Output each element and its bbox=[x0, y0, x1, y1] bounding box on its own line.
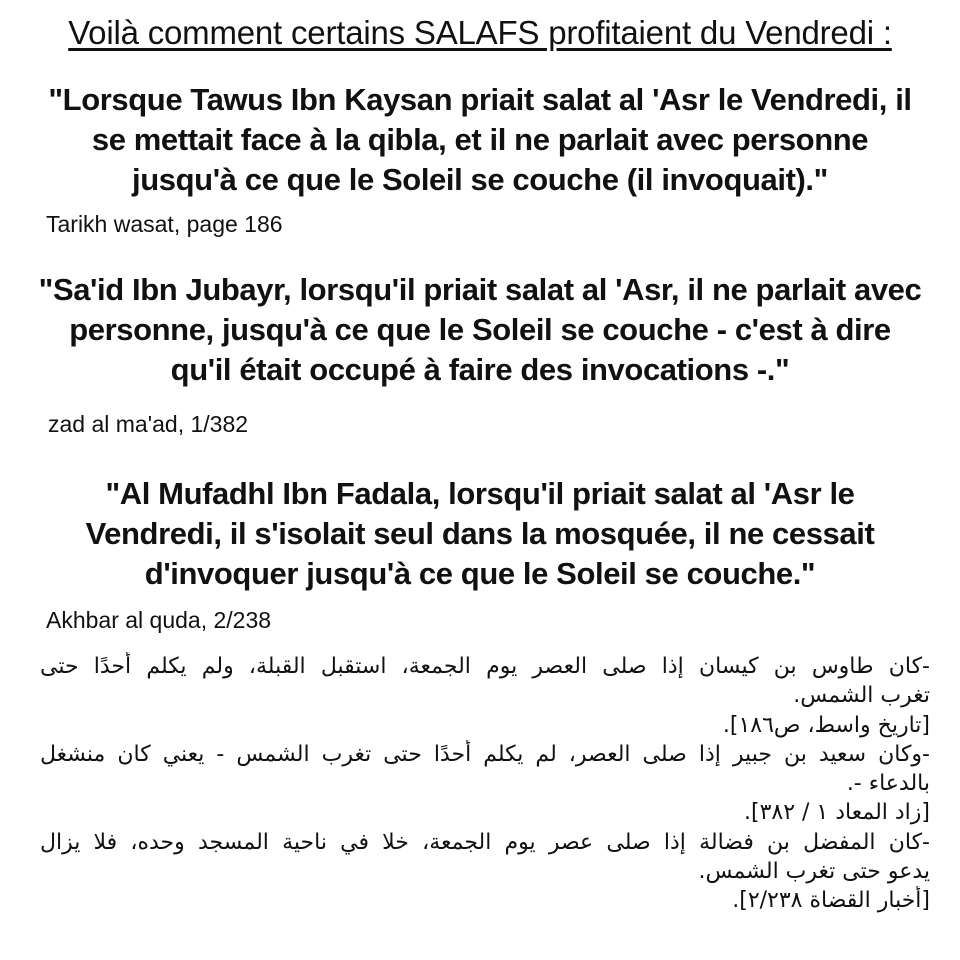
arabic-line: بالدعاء -. bbox=[846, 771, 930, 797]
page-title: Voilà comment certains SALAFS profitaient du Vendredi : bbox=[68, 14, 892, 51]
quote-line: personne, jusqu'à ce que le Soleil se couche - c'est à dire bbox=[69, 312, 891, 347]
arabic-line: -كان المفضل بن فضالة إذا صلى عصر يوم الجمعة، خلا في ناحية المسجد وحده، فلا يزال bbox=[40, 829, 930, 855]
arabic-citation: [تاريخ واسط، ص١٨٦]. bbox=[722, 712, 930, 738]
arabic-line: تغرب الشمس. bbox=[793, 683, 930, 709]
arabic-original-text bbox=[40, 652, 930, 916]
quote-line: "Lorsque Tawus Ibn Kaysan priait salat al 'Asr le Vendredi, il bbox=[48, 82, 912, 117]
arabic-citation: [أخبار القضاة ٢/٢٣٨]. bbox=[732, 888, 930, 914]
quote-line: "Al Mufadhl Ibn Fadala, lorsqu'il priait salat al 'Asr le bbox=[105, 476, 855, 511]
source-citation: Akhbar al quda, 2/238 bbox=[46, 607, 272, 633]
source-citation: zad al ma'ad, 1/382 bbox=[48, 411, 249, 437]
quote-line: se mettait face à la qibla, et il ne parlait avec personne bbox=[91, 122, 869, 157]
quote-said-ibn-jubayr bbox=[20, 270, 940, 390]
quote-line: jusqu'à ce que le Soleil se couche (il invoquait)." bbox=[132, 162, 828, 197]
quote-line: Vendredi, il s'isolait seul dans la mosquée, il ne cessait bbox=[85, 516, 875, 551]
quote-line: qu'il était occupé à faire des invocations -." bbox=[170, 352, 790, 387]
quote-tawus bbox=[20, 80, 940, 200]
arabic-citation: [زاد المعاد ١ / ٣٨٢]. bbox=[743, 800, 930, 826]
arabic-line: -كان طاوس بن كيسان إذا صلى العصر يوم الجمعة، استقبل القبلة، ولم يكلم أحدًا حتى bbox=[40, 654, 930, 679]
arabic-line: يدعو حتى تغرب الشمس. bbox=[698, 859, 930, 885]
source-citation: Tarikh wasat, page 186 bbox=[46, 211, 283, 237]
quote-al-mufadhl bbox=[20, 474, 940, 594]
quote-line: d'invoquer jusqu'à ce que le Soleil se couche." bbox=[144, 556, 816, 591]
arabic-line: -وكان سعيد بن جبير إذا صلى العصر، لم يكلم أحدًا حتى تغرب الشمس - يعني كان منشغل bbox=[40, 741, 930, 767]
quote-line: "Sa'id Ibn Jubayr, lorsqu'il priait salat al 'Asr, il ne parlait avec bbox=[38, 272, 922, 307]
